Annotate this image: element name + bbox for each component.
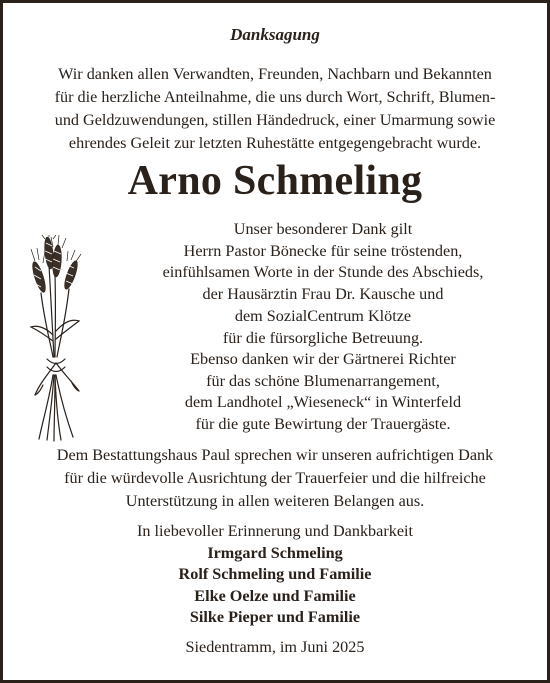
further-thanks-line: für die gute Bewirtung der Trauergäste. [195, 415, 451, 434]
special-thanks-line: dem SozialCentrum Klötze [234, 306, 412, 325]
special-thanks-line: Herrn Pastor Bönecke für seine tröstenden, [183, 241, 463, 260]
funeral-home-thanks-paragraph [3, 444, 547, 513]
special-thanks-line: der Hausärztin Frau Dr. Kausche und [202, 285, 444, 304]
signatory: Silke Pieper und Familie [189, 608, 361, 626]
closing-block [3, 521, 547, 629]
signatory: Elke Oelze und Familie [194, 586, 356, 605]
special-thanks-line: Unser besonderer Dank gilt [233, 220, 413, 238]
funeral-home-thanks-line: für die würdevolle Ausrichtung der Trauerfeier und die hilfreiche [64, 469, 486, 487]
notice-heading: Danksagung [230, 25, 320, 44]
signatory: Irmgard Schmeling [207, 543, 343, 562]
further-thanks-line: dem Landhotel „Wieseneck“ in Winterfeld [184, 393, 462, 412]
special-thanks-line: für die fürsorgliche Betreuung. [222, 328, 424, 347]
intro-line: und Geldzuwendungen, stillen Händedruck, einer Umarmung sowie [54, 111, 496, 129]
intro-line: für die herzliche Anteilnahme, die uns durch Wort, Schrift, Blumen- [54, 88, 496, 106]
intro-line: ehrendes Geleit zur letzten Ruhestätte entgegengebracht wurde. [68, 134, 482, 152]
special-thanks-line: einfühlsamen Worte in der Stunde des Abschieds, [162, 263, 484, 282]
special-thanks-paragraph [93, 219, 550, 349]
intro-paragraph [3, 63, 547, 155]
further-thanks-line: Ebenso danken wir der Gärtnerei Richter [190, 350, 456, 368]
signatory: Rolf Schmeling und Familie [178, 565, 372, 583]
closing-phrase: In liebevoller Erinnerung und Dankbarkeit [137, 522, 413, 540]
intro-line: Wir danken allen Verwandten, Freunden, Nachbarn und Bekannten [58, 65, 492, 83]
wheat-sheaf-icon [25, 235, 83, 443]
funeral-home-thanks-line: Dem Bestattungshaus Paul sprechen wir unseren aufrichtigen Dank [56, 446, 494, 464]
funeral-home-thanks-line: Unterstützung in allen weiteren Belangen aus. [125, 492, 425, 510]
further-thanks-line: für das schöne Blumenarrangement, [206, 371, 440, 390]
further-thanks-paragraph [93, 349, 550, 436]
deceased-name: Arno Schmeling [127, 158, 423, 204]
place-date: Siedentramm, im Juni 2025 [185, 638, 365, 656]
